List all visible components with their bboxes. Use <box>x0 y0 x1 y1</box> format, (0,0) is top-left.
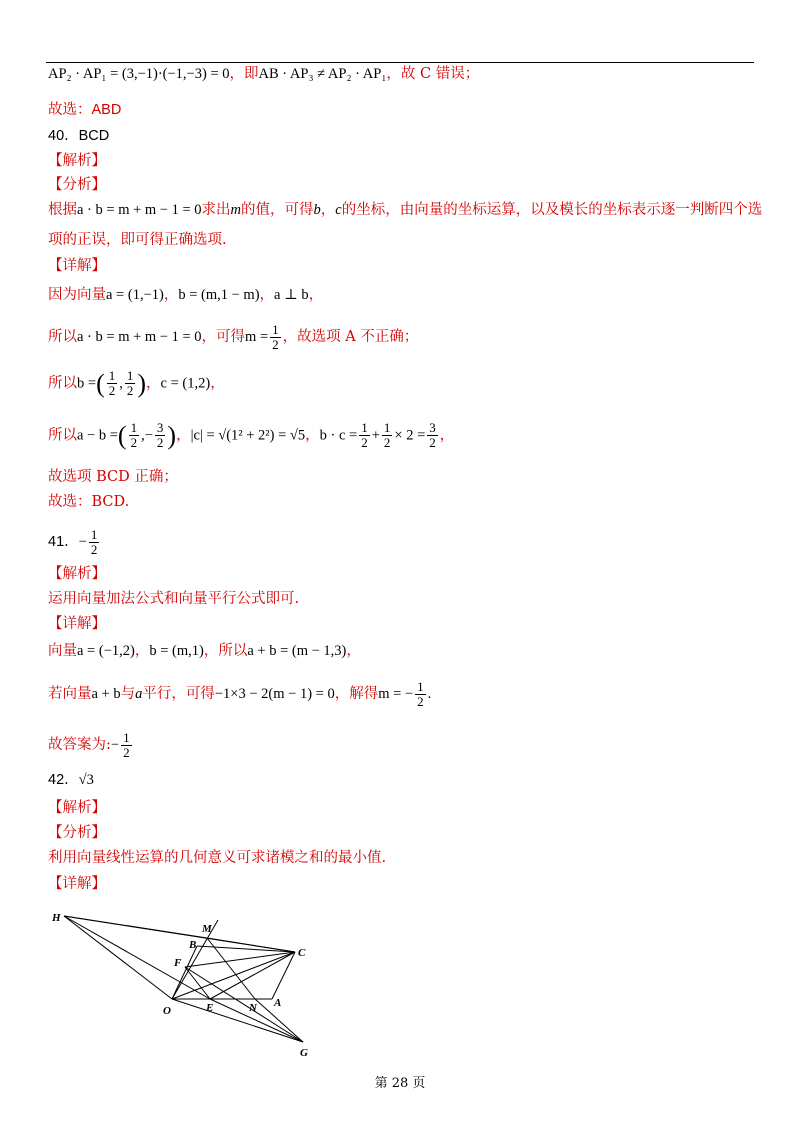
math-expression: √3 <box>78 772 94 788</box>
math-expression: a = (1,−1) <box>106 287 164 303</box>
label-C: C <box>298 947 306 959</box>
q41-step1: 向量a = (−1,2)，b = (m,1)，所以a + b = (m − 1,3)， <box>48 643 361 659</box>
math-expression: m = <box>245 329 269 346</box>
math-expression: b = (m,1 − m) <box>178 287 260 303</box>
math-expression: −1×3 − 2(m − 1) = 0 <box>214 686 335 703</box>
q41-number-line: 41．− $\frac{1}{2}$ <box>48 527 98 557</box>
q40-fenxi-heading: 【分析】 <box>48 177 106 193</box>
math-expression: b · c = <box>319 427 358 444</box>
fraction: $\frac{1}{2}$ <box>90 527 98 557</box>
math-expression: a + b = (m − 1,3) <box>247 643 347 659</box>
q40-analysis-line1 <box>48 202 762 219</box>
fraction: $\frac{1}{2}$ <box>130 420 138 451</box>
text: 的坐标，由向量的坐标运算，以及模长的坐标表示逐一判断四个选 <box>341 202 763 218</box>
math-expression: a + b <box>91 686 121 703</box>
q40-step1: 因为向量a = (1,−1)，b = (m,1 − m)，a ⊥ b， <box>48 287 324 303</box>
q42-fenxi-heading: 【分析】 <box>48 825 106 841</box>
text: ，解得 <box>334 686 379 703</box>
fraction: $\frac{3}{2}$ <box>429 420 436 451</box>
fraction: $\frac{1}{2}$ <box>123 730 130 760</box>
header-rule <box>46 62 754 63</box>
q39-conclusion-line <box>48 66 479 83</box>
q41-xiangjie-heading: 【详解】 <box>48 616 106 632</box>
q40-analysis-line2: 项的正误，即可得正确选项. <box>48 232 227 248</box>
math-expression: a ⊥ b <box>274 287 309 303</box>
math-expression: × 2 = <box>394 427 426 444</box>
text: 42． <box>48 772 79 788</box>
math-expression: AP₂ · AP₁ = (3,−1)·(−1,−3) = 0 <box>48 66 230 82</box>
q42-xiangjie-heading: 【详解】 <box>48 876 106 892</box>
text: 41． <box>48 534 79 551</box>
text: ， <box>320 202 336 218</box>
math-expression: a · b = m + m − 1 = 0 <box>77 329 202 346</box>
fraction: $\frac{1}{2}$ <box>383 420 391 451</box>
text: 因为向量 <box>48 287 106 303</box>
fraction: $\frac{1}{2}$ <box>108 368 116 399</box>
label-O: O <box>163 1005 171 1017</box>
label-A: A <box>274 997 282 1009</box>
text: 求出 <box>201 202 231 218</box>
text: 向量 <box>48 643 77 659</box>
text: ，可得 <box>201 329 246 346</box>
math-expression: a · b = m + m − 1 = 0 <box>77 202 202 218</box>
fraction: $\frac{1}{2}$ <box>126 368 134 399</box>
page-number: 第 28 页 <box>374 1076 426 1091</box>
text: ，故选项 A 不正确； <box>282 329 419 346</box>
q40-step3: 所以b =( $\frac{1}{2}$ , $\frac{1}{2}$ )，c = (1,2)， <box>48 368 225 399</box>
math-expression: c = (1,2) <box>160 375 211 392</box>
label-N: N <box>249 1002 257 1014</box>
math-var: b <box>313 202 321 218</box>
label-M: M <box>202 923 212 935</box>
label-H: H <box>52 912 61 924</box>
text: 平行，可得 <box>142 686 215 703</box>
q40-jiexi-heading: 【解析】 <box>48 153 106 169</box>
math-expression: b = (m,1) <box>149 643 204 659</box>
q41-method: 运用向量加法公式和向量平行公式即可. <box>48 591 300 607</box>
text: 所以 <box>48 375 77 392</box>
text: 所以 <box>48 329 77 346</box>
text: 的值，可得 <box>241 202 314 218</box>
q40-step2 <box>48 323 418 351</box>
math-var: m <box>230 202 242 218</box>
text: 所以 <box>48 427 77 444</box>
math-var: c <box>335 202 342 218</box>
fraction: $\frac{3}{2}$ <box>156 420 164 451</box>
q40-step5: 故选项 BCD 正确； <box>48 469 178 485</box>
text: ， <box>308 287 324 303</box>
q41-step2: 若向量a + b与a平行，可得−1×3 − 2(m − 1) = 0，解得m = − $\frac{1}{2}$ . <box>48 679 432 709</box>
q40-xiangjie-heading: 【详解】 <box>48 258 106 274</box>
label-B: B <box>189 939 197 951</box>
q39-answer: 故选：ABD <box>48 102 122 118</box>
math-var: a <box>135 686 143 703</box>
fraction: $\frac{1}{2}$ <box>272 322 279 352</box>
q41-jiexi-heading: 【解析】 <box>48 566 106 582</box>
label-F: F <box>174 957 182 969</box>
q40-step4: 所以a − b =( $\frac{1}{2}$ ,− $\frac{3}{2}$ )，|c| = √(1² + 2²) = √5，b · c = $\frac{1}{2}$ + $\frac{1}{2}$ × 2 = $\frac{3}{2}$ ， <box>48 420 455 451</box>
text: ，所以 <box>203 643 248 659</box>
math-expression: a − b = <box>77 427 118 444</box>
text: 若向量 <box>48 686 92 703</box>
math-expression: AB · AP₃ ≠ AP₂ · AP₁ <box>258 66 387 82</box>
q42-analysis: 利用向量线性运算的几何意义可求诸模之和的最小值. <box>48 850 387 866</box>
q40-answer: 故选：BCD. <box>48 494 130 510</box>
q40-number: 40．BCD <box>48 128 110 144</box>
label-G: G <box>300 1047 308 1059</box>
fraction: $\frac{1}{2}$ <box>361 420 368 451</box>
q42-number-line <box>48 772 94 789</box>
label-E: E <box>206 1002 214 1014</box>
text: 与 <box>120 686 136 703</box>
q41-answer: 故答案为:− $\frac{1}{2}$ <box>48 730 130 760</box>
text: 故答案为: <box>48 737 111 754</box>
fraction: $\frac{1}{2}$ <box>417 679 424 709</box>
text: ，故 C 错误； <box>386 66 480 82</box>
text: ，即 <box>229 66 259 82</box>
math-expression: |c| = √(1² + 2²) = √5 <box>190 427 306 444</box>
text: 根据 <box>48 202 77 218</box>
geometry-figure <box>50 902 330 1062</box>
math-expression: m = − <box>378 686 414 703</box>
q42-jiexi-heading: 【解析】 <box>48 800 106 816</box>
math-expression: a = (−1,2) <box>77 643 135 659</box>
math-expression: b = <box>77 375 97 392</box>
